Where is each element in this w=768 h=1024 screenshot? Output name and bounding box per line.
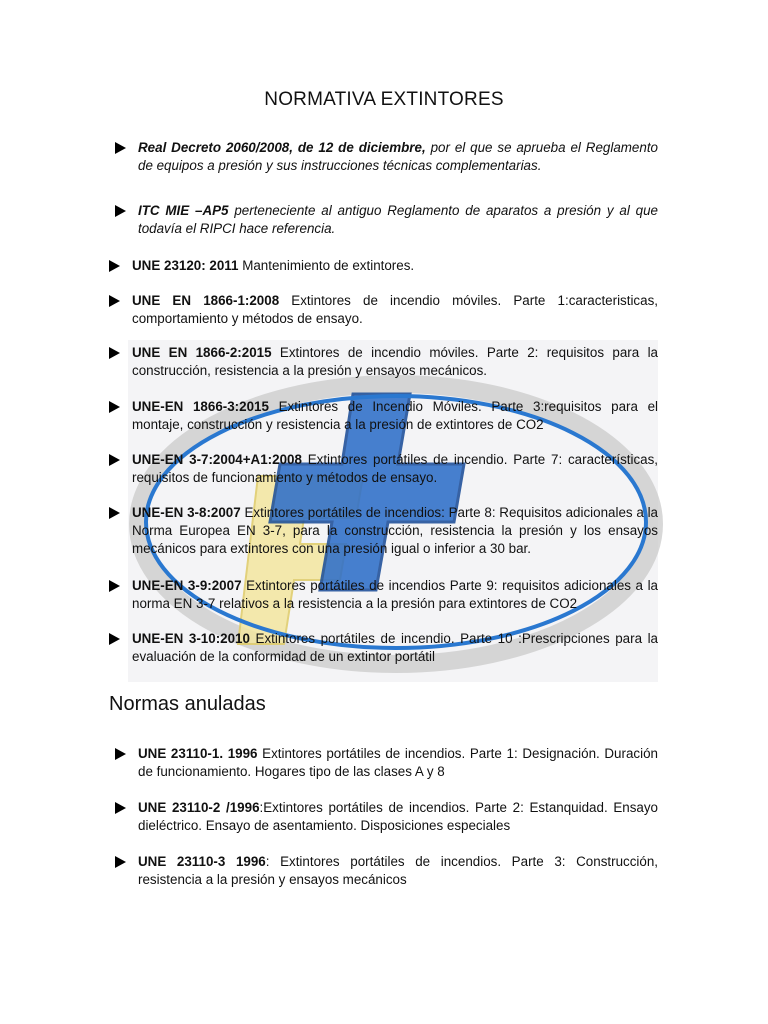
- bullet-arrow-icon: [109, 633, 120, 645]
- list-item: Real Decreto 2060/2008, de 12 de diciembre, por el que se aprueba el Reglamento de equipos a presión y sus instrucciones técnicas complementarias.: [115, 139, 658, 175]
- bullet-arrow-icon: [109, 401, 120, 413]
- bullet-arrow-icon: [109, 295, 120, 307]
- list-item: UNE-EN 3-7:2004+A1:2008 Extintores portátiles de incendio. Parte 7: características, requisitos de funcionamiento y métodos de ensayo.: [109, 451, 658, 487]
- list-item: UNE-EN 3-9:2007 Extintores portátiles de incendios Parte 9: requisitos adicionales a la norma EN 3-7 relativos a la resistencia a la presión para extintores de CO2: [109, 577, 658, 613]
- list-item: UNE-EN 1866-3:2015 Extintores de Incendio Móviles. Parte 3:requisitos para el montaje, construcción y resistencia a la presión de extintores de CO2: [109, 398, 658, 434]
- bullet-arrow-icon: [109, 347, 120, 359]
- list-item: UNE EN 1866-2:2015 Extintores de incendio móviles. Parte 2: requisitos para la construcción, resistencia a la presión y ensayos mecánicos.: [109, 344, 658, 380]
- list-item: UNE-EN 3-10:2010 Extintores portátiles de incendio. Parte 10 :Prescripciones para la evaluación de la conformidad de un extintor portátil: [109, 630, 658, 666]
- annulled-item: UNE 23110-1. 1996 Extintores portátiles de incendios. Parte 1: Designación. Duración de funcionamiento. Hogares tipo de las clases A y 8: [115, 745, 658, 781]
- list-item: UNE EN 1866-1:2008 Extintores de incendio móviles. Parte 1:caracteristicas, comportamiento y métodos de ensayo.: [109, 292, 658, 328]
- bullet-arrow-icon: [109, 507, 120, 519]
- bullet-arrow-icon: [115, 205, 126, 217]
- annulled-item: UNE 23110-2 /1996:Extintores portátiles de incendios. Parte 2: Estanquidad. Ensayo dieléctrico. Ensayo de asentamiento. Disposiciones especiales: [115, 799, 658, 835]
- bullet-arrow-icon: [115, 856, 126, 868]
- annulled-item: UNE 23110-3 1996: Extintores portátiles de incendios. Parte 3: Construcción, resistencia a la presión y ensayos mecánicos: [115, 853, 658, 889]
- list-item: UNE 23120: 2011 Mantenimiento de extintores.: [109, 257, 658, 275]
- annulled-heading: Normas anuladas: [109, 693, 266, 715]
- bullet-arrow-icon: [109, 260, 120, 272]
- list-item: UNE-EN 3-8:2007 Extintores portátiles de incendios: Parte 8: Requisitos adicionales a la Norma Europea EN 3-7, para la construcción, resistencia la presión y los ensayos mecánicos para extintores con una presión igual o inferior a 30 bar.: [109, 504, 658, 558]
- bullet-arrow-icon: [109, 454, 120, 466]
- list-item: ITC MIE –AP5 perteneciente al antiguo Reglamento de aparatos a presión y al que todavía el RIPCI hace referencia.: [115, 202, 658, 238]
- document-title: NORMATIVA EXTINTORES: [264, 89, 504, 110]
- bullet-arrow-icon: [115, 142, 126, 154]
- bullet-arrow-icon: [109, 580, 120, 592]
- bullet-arrow-icon: [115, 802, 126, 814]
- bullet-arrow-icon: [115, 748, 126, 760]
